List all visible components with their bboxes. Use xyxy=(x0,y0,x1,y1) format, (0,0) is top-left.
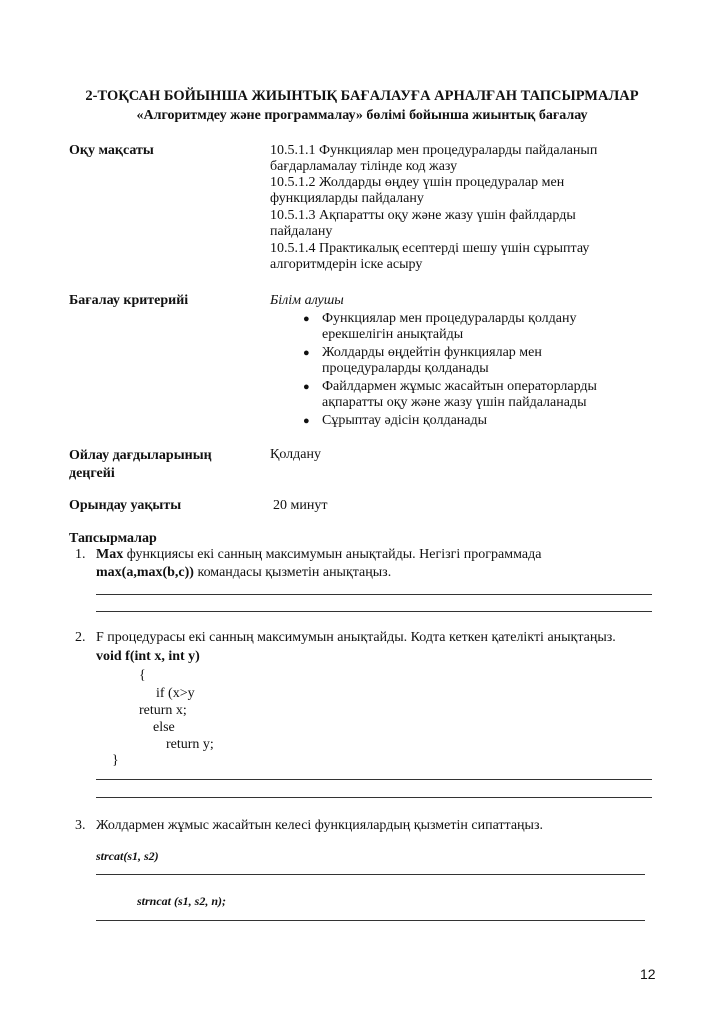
subtitle-rest: бөлімі бойынша жиынтық бағалау xyxy=(362,108,588,123)
task1-number: 1. xyxy=(75,547,86,562)
objective-text: Практикалық есептерді шешу үшін сұрыптау xyxy=(319,241,590,256)
page-title: 2-ТОҚСАН БОЙЫНША ЖИЫНТЫҚ БАҒАЛАУҒА АРНАЛҒАН ТАПСЫРМАЛАР xyxy=(85,88,639,104)
objective-item-2 xyxy=(270,175,655,207)
bullet-text: Жолдарды өңдейтін функциялар мен xyxy=(322,345,542,360)
bullet-icon: ● xyxy=(303,313,310,325)
bullet-icon: ● xyxy=(303,415,310,427)
task1-text xyxy=(96,547,655,582)
criteria-bullet-2 xyxy=(303,345,655,377)
bullet-text-cont: процедураларды қолданады xyxy=(322,361,489,376)
answer-line xyxy=(96,920,645,921)
code-line: if (x>y xyxy=(156,686,195,701)
task2-text: F процедурасы екі санның максимумын анықтайды. Кодта кеткен қателікті анықтаңыз. xyxy=(96,630,616,645)
objective-item-4 xyxy=(270,241,655,273)
answer-line xyxy=(96,611,652,612)
learning-objectives-label: Оқу мақсаты xyxy=(69,143,154,158)
objective-text-cont: функцияларды пайдалану xyxy=(270,191,424,206)
thinking-skills-value: Қолдану xyxy=(270,447,321,462)
task1-text-end: командасы қызметін анықтаңыз. xyxy=(193,565,392,580)
time-label: Орындау уақыты xyxy=(69,498,182,513)
objective-text-cont: алгоритмдерін іске асыру xyxy=(270,257,423,272)
task3-number: 3. xyxy=(75,818,86,833)
objective-code: 10.5.1.1 xyxy=(270,143,316,158)
bullet-text: Сұрыптау әдісін қолданады xyxy=(322,413,488,428)
code-line: return x; xyxy=(139,703,187,718)
objective-code: 10.5.1.3 xyxy=(270,208,316,223)
task1-code: max(a,max(b,c)) xyxy=(96,565,194,580)
subtitle-quoted: «Алгоритмдеу және программалау» xyxy=(136,108,363,123)
thinking-label-line: Ойлау дағдыларының xyxy=(69,448,212,463)
criteria-label: Бағалау критерийі xyxy=(69,293,189,308)
thinking-label-line: деңгейі xyxy=(69,466,115,481)
task3-func2: strncat (s1, s2, n); xyxy=(137,894,227,908)
task3-func1: strcat(s1, s2) xyxy=(96,849,159,863)
task1-text-rest: функциясы екі санның максимумын анықтайды. Негізгі программада xyxy=(123,547,542,562)
bullet-text: Файлдармен жұмыс жасайтын операторларды xyxy=(322,379,597,394)
objective-item-3 xyxy=(270,208,655,240)
answer-line xyxy=(96,779,652,780)
task2-signature: void f(int x, int y) xyxy=(96,649,200,664)
objective-code: 10.5.1.2 xyxy=(270,175,316,190)
page-subtitle xyxy=(0,108,724,124)
tasks-heading: Тапсырмалар xyxy=(69,531,157,546)
bullet-icon: ● xyxy=(303,347,310,359)
time-value: 20 минут xyxy=(273,498,328,513)
objective-code: 10.5.1.4 xyxy=(270,241,316,256)
thinking-skills-label xyxy=(69,447,212,483)
code-line: } xyxy=(112,753,119,768)
bullet-text: Функциялар мен процедураларды қолдану xyxy=(322,311,577,326)
bullet-text-cont: ақпаратты оқу және жазу үшін пайдаланады xyxy=(322,395,587,410)
objective-text: Жолдарды өңдеу үшін процедуралар мен xyxy=(319,175,565,190)
code-line: else xyxy=(153,720,175,735)
objective-text: Функциялар мен процедураларды пайдаланып xyxy=(319,143,598,158)
objective-text-cont: пайдалану xyxy=(270,224,333,239)
criteria-bullet-4 xyxy=(303,413,655,429)
code-line: { xyxy=(139,668,146,683)
bullet-icon: ● xyxy=(303,381,310,393)
task1-func-name: Max xyxy=(96,547,124,562)
answer-line xyxy=(96,874,645,875)
objective-text-cont: бағдарламалау тілінде код жазу xyxy=(270,159,458,174)
criteria-bullet-1 xyxy=(303,311,655,343)
task3-text: Жолдармен жұмыс жасайтын келесі функциялардың қызметін сипаттаңыз. xyxy=(96,818,543,833)
criteria-bullet-3 xyxy=(303,379,655,411)
code-line: return y; xyxy=(166,737,214,752)
task2-number: 2. xyxy=(75,630,86,645)
objective-text: Ақпаратты оқу және жазу үшін файлдарды xyxy=(319,208,576,223)
objective-item-1 xyxy=(270,143,655,175)
criteria-intro: Білім алушы xyxy=(270,293,344,308)
answer-line xyxy=(96,797,652,798)
page-number: 12 xyxy=(640,966,656,982)
answer-line xyxy=(96,594,652,595)
bullet-text-cont: ерекшелігін анықтайды xyxy=(322,327,464,342)
